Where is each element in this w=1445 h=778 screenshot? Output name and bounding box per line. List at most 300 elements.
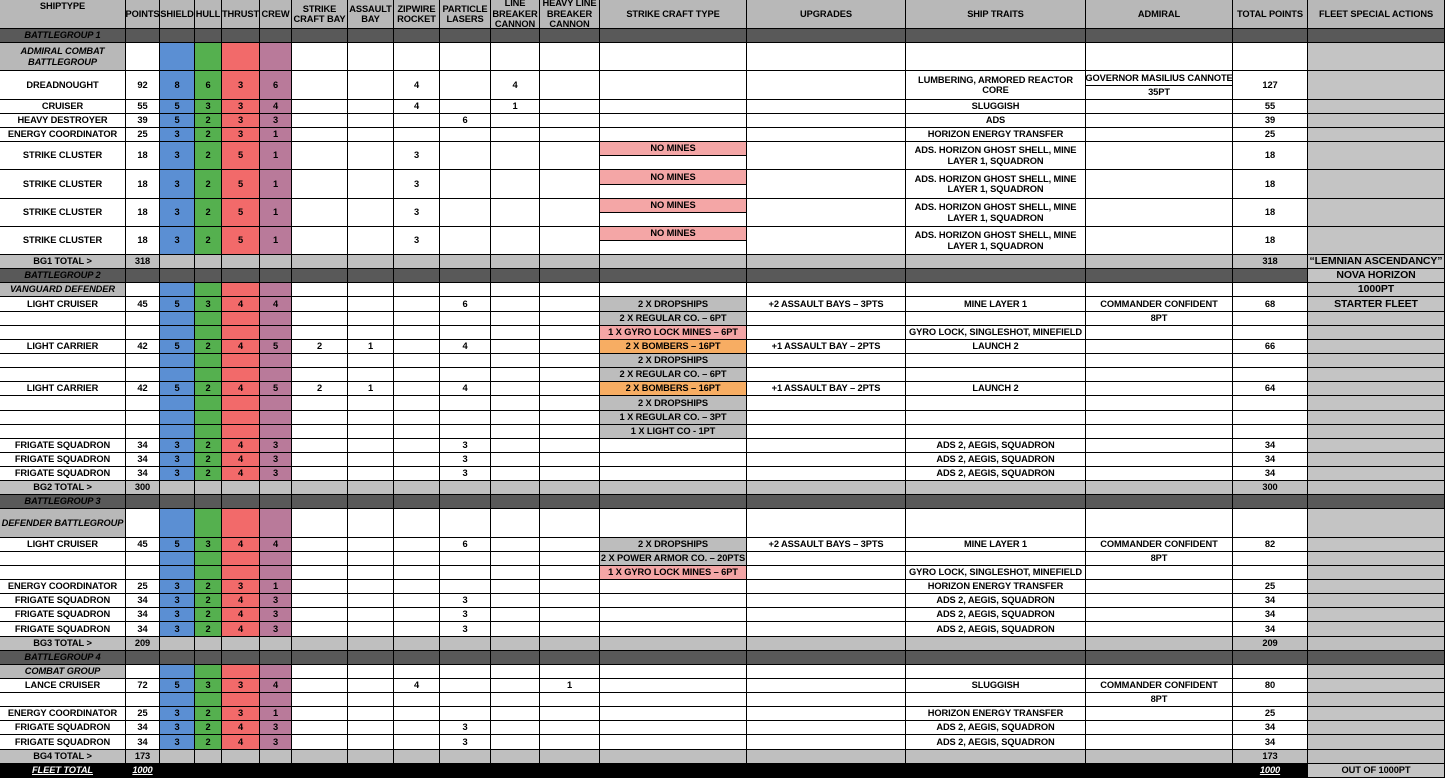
cell-special[interactable]: “LEMNIAN ASCENDANCY” bbox=[1308, 255, 1445, 269]
cell-upg[interactable]: +1 ASSAULT BAY – 2PTS bbox=[747, 340, 906, 354]
cell-hlbc[interactable]: 1 bbox=[540, 679, 600, 693]
cell-admiral[interactable] bbox=[1086, 651, 1233, 665]
cell-admiral[interactable] bbox=[1086, 128, 1233, 142]
cell-shield[interactable] bbox=[160, 637, 195, 651]
cell-ab[interactable] bbox=[348, 297, 394, 312]
cell-pl[interactable] bbox=[440, 552, 491, 566]
cell-ab[interactable] bbox=[348, 495, 394, 509]
cell-hull[interactable]: 3 bbox=[195, 538, 222, 552]
cell-shield[interactable]: 3 bbox=[160, 227, 195, 255]
cell-admiral[interactable] bbox=[1086, 326, 1233, 340]
cell-thrust[interactable] bbox=[222, 425, 260, 439]
cell-hlbc[interactable] bbox=[540, 552, 600, 566]
battlegroup-title[interactable]: BATTLEGROUP 2 bbox=[0, 269, 126, 283]
cell-points[interactable]: 34 bbox=[126, 608, 160, 622]
cell-pl[interactable] bbox=[440, 128, 491, 142]
ship-name[interactable]: HEAVY DESTROYER bbox=[0, 114, 126, 128]
cell-scb[interactable]: 2 bbox=[292, 382, 348, 396]
cell-thrust[interactable]: 4 bbox=[222, 735, 260, 750]
cell-scb[interactable] bbox=[292, 679, 348, 693]
cell-total[interactable] bbox=[1233, 283, 1308, 297]
cell-scb[interactable] bbox=[292, 622, 348, 637]
cell-upg[interactable] bbox=[747, 368, 906, 382]
cell-hlbc[interactable] bbox=[540, 29, 600, 43]
cell-hull[interactable] bbox=[195, 269, 222, 283]
cell-admiral[interactable] bbox=[1086, 199, 1233, 227]
cell-special[interactable] bbox=[1308, 326, 1445, 340]
cell-crew[interactable]: 1 bbox=[260, 128, 292, 142]
cell-ab[interactable] bbox=[348, 693, 394, 707]
cell-points[interactable]: 34 bbox=[126, 467, 160, 481]
cell-hull[interactable] bbox=[195, 509, 222, 538]
cell-special[interactable] bbox=[1308, 411, 1445, 425]
cell-upg[interactable] bbox=[747, 269, 906, 283]
empty-cell[interactable] bbox=[600, 156, 747, 170]
ship-name[interactable]: ENERGY COORDINATOR bbox=[0, 128, 126, 142]
cell-shield[interactable]: 3 bbox=[160, 594, 195, 608]
cell-thrust[interactable]: 5 bbox=[222, 227, 260, 255]
cell-hull[interactable] bbox=[195, 396, 222, 411]
cell-upg[interactable]: +2 ASSAULT BAYS – 3PTS bbox=[747, 538, 906, 552]
cell-ab[interactable] bbox=[348, 750, 394, 764]
cell-scb[interactable] bbox=[292, 439, 348, 453]
cell-ab[interactable] bbox=[348, 114, 394, 128]
cell-upg[interactable] bbox=[747, 467, 906, 481]
strike-craft-entry[interactable]: 2 X BOMBERS – 16PT bbox=[600, 340, 747, 354]
cell-scb[interactable] bbox=[292, 411, 348, 425]
cell-total[interactable]: 34 bbox=[1233, 608, 1308, 622]
cell-hlbc[interactable] bbox=[540, 269, 600, 283]
cell-ab[interactable] bbox=[348, 566, 394, 580]
cell-hlbc[interactable] bbox=[540, 255, 600, 269]
cell-lbc[interactable] bbox=[491, 495, 540, 509]
cell-total[interactable] bbox=[1233, 693, 1308, 707]
ship-name[interactable]: FRIGATE SQUADRON bbox=[0, 721, 126, 735]
cell-shield[interactable] bbox=[160, 255, 195, 269]
cell-upg[interactable] bbox=[747, 170, 906, 199]
cell-ab[interactable] bbox=[348, 552, 394, 566]
cell-pl[interactable] bbox=[440, 29, 491, 43]
cell-hlbc[interactable] bbox=[540, 637, 600, 651]
cell-upg[interactable] bbox=[747, 707, 906, 721]
cell-traits[interactable]: LUMBERING, ARMORED REACTOR CORE bbox=[906, 71, 1086, 100]
header-thrust[interactable]: THRUST bbox=[222, 0, 260, 29]
cell-ab[interactable] bbox=[348, 665, 394, 679]
cell-hull[interactable]: 2 bbox=[195, 580, 222, 594]
cell-upg[interactable] bbox=[747, 71, 906, 100]
cell-sct[interactable] bbox=[600, 29, 747, 43]
cell-traits[interactable] bbox=[906, 368, 1086, 382]
ship-name[interactable] bbox=[0, 411, 126, 425]
cell-total[interactable]: 64 bbox=[1233, 382, 1308, 396]
cell-special[interactable] bbox=[1308, 312, 1445, 326]
cell-points[interactable]: 34 bbox=[126, 622, 160, 637]
cell-traits[interactable]: ADS 2, AEGIS, SQUADRON bbox=[906, 735, 1086, 750]
cell-thrust[interactable] bbox=[222, 693, 260, 707]
cell-thrust[interactable]: 4 bbox=[222, 721, 260, 735]
cell-admiral[interactable] bbox=[1086, 566, 1233, 580]
cell-crew[interactable] bbox=[260, 29, 292, 43]
cell-zip[interactable]: 3 bbox=[394, 142, 440, 170]
cell-admiral[interactable] bbox=[1086, 509, 1233, 538]
cell-hull[interactable] bbox=[195, 368, 222, 382]
header-ship-traits[interactable]: SHIP TRAITS bbox=[906, 0, 1086, 29]
cell-total[interactable]: 82 bbox=[1233, 538, 1308, 552]
cell-scb[interactable] bbox=[292, 255, 348, 269]
cell-hlbc[interactable] bbox=[540, 721, 600, 735]
cell-hlbc[interactable] bbox=[540, 340, 600, 354]
cell-upg[interactable] bbox=[747, 227, 906, 255]
cell-lbc[interactable] bbox=[491, 142, 540, 170]
cell-scb[interactable] bbox=[292, 100, 348, 114]
cell-admiral[interactable] bbox=[1086, 340, 1233, 354]
cell-points[interactable]: 34 bbox=[126, 594, 160, 608]
cell-upg[interactable] bbox=[747, 552, 906, 566]
cell-ab[interactable] bbox=[348, 764, 394, 778]
cell-admiral[interactable] bbox=[1086, 721, 1233, 735]
cell-total[interactable]: 18 bbox=[1233, 142, 1308, 170]
strike-craft-entry[interactable]: 2 X REGULAR CO. – 6PT bbox=[600, 368, 747, 382]
strike-craft-entry[interactable]: 2 X DROPSHIPS bbox=[600, 297, 747, 312]
cell-special[interactable] bbox=[1308, 707, 1445, 721]
cell-zip[interactable] bbox=[394, 255, 440, 269]
cell-crew[interactable]: 3 bbox=[260, 439, 292, 453]
battlegroup-total-label[interactable]: BG4 TOTAL > bbox=[0, 750, 126, 764]
cell-lbc[interactable] bbox=[491, 396, 540, 411]
cell-points[interactable] bbox=[126, 693, 160, 707]
cell-admiral[interactable] bbox=[1086, 100, 1233, 114]
cell-ab[interactable] bbox=[348, 269, 394, 283]
cell-scb[interactable] bbox=[292, 297, 348, 312]
cell-lbc[interactable] bbox=[491, 538, 540, 552]
ship-name[interactable]: FRIGATE SQUADRON bbox=[0, 594, 126, 608]
cell-pl[interactable]: 3 bbox=[440, 608, 491, 622]
cell-ab[interactable] bbox=[348, 128, 394, 142]
ship-name[interactable]: LIGHT CARRIER bbox=[0, 340, 126, 354]
cell-pl[interactable]: 6 bbox=[440, 297, 491, 312]
cell-special[interactable] bbox=[1308, 29, 1445, 43]
cell-lbc[interactable] bbox=[491, 368, 540, 382]
cell-total[interactable]: 66 bbox=[1233, 340, 1308, 354]
cell-traits[interactable]: GYRO LOCK, SINGLESHOT, MINEFIELD bbox=[906, 566, 1086, 580]
cell-hlbc[interactable] bbox=[540, 199, 600, 227]
cell-lbc[interactable] bbox=[491, 227, 540, 255]
cell-lbc[interactable] bbox=[491, 693, 540, 707]
cell-special[interactable] bbox=[1308, 637, 1445, 651]
cell-zip[interactable] bbox=[394, 368, 440, 382]
cell-total[interactable]: 127 bbox=[1233, 71, 1308, 100]
cell-hlbc[interactable] bbox=[540, 43, 600, 71]
cell-upg[interactable] bbox=[747, 622, 906, 637]
cell-admiral[interactable] bbox=[1086, 764, 1233, 778]
cell-admiral[interactable] bbox=[1086, 735, 1233, 750]
cell-crew[interactable] bbox=[260, 368, 292, 382]
cell-pl[interactable] bbox=[440, 368, 491, 382]
cell-total[interactable]: 34 bbox=[1233, 439, 1308, 453]
cell-lbc[interactable] bbox=[491, 199, 540, 227]
cell-total[interactable]: 25 bbox=[1233, 128, 1308, 142]
header-line-breaker-cannon[interactable]: LINE BREAKER CANNON bbox=[491, 0, 540, 29]
cell-admiral[interactable] bbox=[1086, 637, 1233, 651]
cell-pl[interactable]: 3 bbox=[440, 467, 491, 481]
cell-shield[interactable] bbox=[160, 481, 195, 495]
cell-hull[interactable]: 2 bbox=[195, 721, 222, 735]
cell-pl[interactable] bbox=[440, 750, 491, 764]
cell-total[interactable]: 39 bbox=[1233, 114, 1308, 128]
cell-pl[interactable] bbox=[440, 425, 491, 439]
ship-name[interactable]: ENERGY COORDINATOR bbox=[0, 707, 126, 721]
cell-shield[interactable] bbox=[160, 651, 195, 665]
cell-lbc[interactable] bbox=[491, 608, 540, 622]
cell-special[interactable] bbox=[1308, 538, 1445, 552]
cell-points[interactable] bbox=[126, 509, 160, 538]
empty-cell[interactable] bbox=[600, 185, 747, 199]
cell-zip[interactable] bbox=[394, 651, 440, 665]
cell-special[interactable] bbox=[1308, 594, 1445, 608]
cell-crew[interactable]: 3 bbox=[260, 622, 292, 637]
cell-sct[interactable] bbox=[600, 283, 747, 297]
cell-pl[interactable]: 3 bbox=[440, 622, 491, 637]
cell-lbc[interactable] bbox=[491, 764, 540, 778]
cell-scb[interactable] bbox=[292, 43, 348, 71]
cell-upg[interactable] bbox=[747, 651, 906, 665]
cell-ab[interactable] bbox=[348, 354, 394, 368]
cell-zip[interactable] bbox=[394, 495, 440, 509]
cell-points[interactable]: 72 bbox=[126, 679, 160, 693]
cell-zip[interactable] bbox=[394, 425, 440, 439]
cell-traits[interactable]: ADS. HORIZON GHOST SHELL, MINE LAYER 1, SQUADRON bbox=[906, 170, 1086, 199]
cell-hlbc[interactable] bbox=[540, 608, 600, 622]
cell-admiral[interactable] bbox=[1086, 382, 1233, 396]
cell-ab[interactable]: 1 bbox=[348, 340, 394, 354]
cell-shield[interactable] bbox=[160, 43, 195, 71]
cell-ab[interactable] bbox=[348, 481, 394, 495]
cell-zip[interactable] bbox=[394, 411, 440, 425]
cell-scb[interactable] bbox=[292, 425, 348, 439]
cell-crew[interactable] bbox=[260, 411, 292, 425]
cell-shield[interactable]: 3 bbox=[160, 707, 195, 721]
header-shield[interactable]: SHIELD bbox=[160, 0, 195, 29]
cell-ab[interactable]: 1 bbox=[348, 382, 394, 396]
cell-scb[interactable] bbox=[292, 453, 348, 467]
cell-hlbc[interactable] bbox=[540, 382, 600, 396]
cell-admiral[interactable] bbox=[1086, 411, 1233, 425]
cell-points[interactable]: 18 bbox=[126, 199, 160, 227]
cell-pl[interactable] bbox=[440, 170, 491, 199]
cell-ab[interactable] bbox=[348, 538, 394, 552]
cell-hull[interactable] bbox=[195, 750, 222, 764]
cell-upg[interactable]: +1 ASSAULT BAY – 2PTS bbox=[747, 382, 906, 396]
cell-hull[interactable] bbox=[195, 552, 222, 566]
cell-shield[interactable]: 3 bbox=[160, 170, 195, 199]
cell-upg[interactable] bbox=[747, 326, 906, 340]
cell-sct[interactable] bbox=[600, 735, 747, 750]
cell-ab[interactable] bbox=[348, 142, 394, 170]
cell-ab[interactable] bbox=[348, 651, 394, 665]
cell-total[interactable] bbox=[1233, 269, 1308, 283]
ship-name[interactable]: FRIGATE SQUADRON bbox=[0, 453, 126, 467]
cell-upg[interactable] bbox=[747, 580, 906, 594]
cell-sct[interactable] bbox=[600, 721, 747, 735]
cell-total[interactable]: 25 bbox=[1233, 707, 1308, 721]
cell-thrust[interactable] bbox=[222, 566, 260, 580]
cell-shield[interactable]: 5 bbox=[160, 297, 195, 312]
cell-sct[interactable] bbox=[600, 693, 747, 707]
cell-zip[interactable] bbox=[394, 283, 440, 297]
cell-upg[interactable] bbox=[747, 566, 906, 580]
cell-crew[interactable]: 1 bbox=[260, 170, 292, 199]
cell-ab[interactable] bbox=[348, 411, 394, 425]
cell-total[interactable] bbox=[1233, 43, 1308, 71]
ship-name[interactable] bbox=[0, 425, 126, 439]
cell-crew[interactable] bbox=[260, 651, 292, 665]
cell-scb[interactable] bbox=[292, 509, 348, 538]
cell-sct[interactable] bbox=[600, 764, 747, 778]
cell-ab[interactable] bbox=[348, 721, 394, 735]
battlegroup-total-label[interactable]: BG1 TOTAL > bbox=[0, 255, 126, 269]
cell-lbc[interactable] bbox=[491, 481, 540, 495]
cell-admiral[interactable]: 8PT bbox=[1086, 552, 1233, 566]
cell-admiral[interactable] bbox=[1086, 622, 1233, 637]
cell-traits[interactable]: ADS 2, AEGIS, SQUADRON bbox=[906, 439, 1086, 453]
cell-thrust[interactable] bbox=[222, 509, 260, 538]
cell-crew[interactable]: 1 bbox=[260, 142, 292, 170]
cell-special[interactable] bbox=[1308, 622, 1445, 637]
cell-zip[interactable] bbox=[394, 750, 440, 764]
cell-special[interactable] bbox=[1308, 425, 1445, 439]
cell-thrust[interactable]: 4 bbox=[222, 297, 260, 312]
cell-traits[interactable] bbox=[906, 651, 1086, 665]
cell-pl[interactable] bbox=[440, 142, 491, 170]
cell-upg[interactable] bbox=[747, 255, 906, 269]
cell-scb[interactable] bbox=[292, 693, 348, 707]
cell-hull[interactable]: 3 bbox=[195, 679, 222, 693]
cell-scb[interactable] bbox=[292, 29, 348, 43]
cell-shield[interactable]: 3 bbox=[160, 721, 195, 735]
cell-scb[interactable] bbox=[292, 721, 348, 735]
cell-hlbc[interactable] bbox=[540, 566, 600, 580]
cell-special[interactable] bbox=[1308, 368, 1445, 382]
cell-ab[interactable] bbox=[348, 467, 394, 481]
cell-upg[interactable] bbox=[747, 608, 906, 622]
cell-pl[interactable]: 6 bbox=[440, 114, 491, 128]
cell-pl[interactable]: 4 bbox=[440, 340, 491, 354]
cell-scb[interactable] bbox=[292, 114, 348, 128]
cell-pl[interactable]: 3 bbox=[440, 594, 491, 608]
cell-special[interactable] bbox=[1308, 43, 1445, 71]
cell-traits[interactable]: LAUNCH 2 bbox=[906, 340, 1086, 354]
cell-hull[interactable] bbox=[195, 326, 222, 340]
cell-sct[interactable] bbox=[600, 255, 747, 269]
cell-shield[interactable]: 3 bbox=[160, 580, 195, 594]
cell-ab[interactable] bbox=[348, 199, 394, 227]
cell-lbc[interactable] bbox=[491, 580, 540, 594]
cell-thrust[interactable]: 4 bbox=[222, 622, 260, 637]
ship-name[interactable]: DREADNOUGHT bbox=[0, 71, 126, 100]
ship-name[interactable]: STRIKE CLUSTER bbox=[0, 170, 126, 199]
cell-scb[interactable] bbox=[292, 764, 348, 778]
ship-name[interactable]: LANCE CRUISER bbox=[0, 679, 126, 693]
cell-zip[interactable] bbox=[394, 707, 440, 721]
cell-special[interactable]: NOVA HORIZON bbox=[1308, 269, 1445, 283]
cell-total[interactable]: 18 bbox=[1233, 170, 1308, 199]
cell-ab[interactable] bbox=[348, 312, 394, 326]
cell-pl[interactable] bbox=[440, 495, 491, 509]
cell-admiral[interactable] bbox=[1086, 396, 1233, 411]
cell-scb[interactable] bbox=[292, 142, 348, 170]
cell-thrust[interactable] bbox=[222, 43, 260, 71]
cell-thrust[interactable]: 5 bbox=[222, 199, 260, 227]
cell-total[interactable]: 173 bbox=[1233, 750, 1308, 764]
cell-upg[interactable] bbox=[747, 354, 906, 368]
cell-zip[interactable] bbox=[394, 608, 440, 622]
cell-thrust[interactable] bbox=[222, 269, 260, 283]
battlegroup-subtitle[interactable]: ADMIRAL COMBAT BATTLEGROUP bbox=[0, 43, 126, 71]
cell-admiral[interactable] bbox=[1086, 368, 1233, 382]
cell-shield[interactable] bbox=[160, 425, 195, 439]
cell-special[interactable] bbox=[1308, 439, 1445, 453]
cell-admiral[interactable] bbox=[1086, 580, 1233, 594]
cell-traits[interactable] bbox=[906, 481, 1086, 495]
cell-sct[interactable] bbox=[600, 269, 747, 283]
cell-zip[interactable] bbox=[394, 114, 440, 128]
cell-special[interactable] bbox=[1308, 721, 1445, 735]
cell-admiral[interactable] bbox=[1086, 750, 1233, 764]
cell-zip[interactable] bbox=[394, 665, 440, 679]
cell-total[interactable] bbox=[1233, 29, 1308, 43]
cell-hull[interactable] bbox=[195, 651, 222, 665]
cell-total[interactable]: 18 bbox=[1233, 199, 1308, 227]
cell-points[interactable]: 173 bbox=[126, 750, 160, 764]
cell-thrust[interactable] bbox=[222, 283, 260, 297]
cell-scb[interactable] bbox=[292, 735, 348, 750]
cell-special[interactable] bbox=[1308, 509, 1445, 538]
cell-scb[interactable] bbox=[292, 128, 348, 142]
cell-hlbc[interactable] bbox=[540, 283, 600, 297]
battlegroup-total-label[interactable]: BG3 TOTAL > bbox=[0, 637, 126, 651]
cell-thrust[interactable]: 4 bbox=[222, 467, 260, 481]
cell-upg[interactable] bbox=[747, 481, 906, 495]
cell-total[interactable] bbox=[1233, 552, 1308, 566]
cell-shield[interactable]: 3 bbox=[160, 622, 195, 637]
cell-hull[interactable] bbox=[195, 283, 222, 297]
cell-thrust[interactable] bbox=[222, 481, 260, 495]
cell-upg[interactable]: +2 ASSAULT BAYS – 3PTS bbox=[747, 297, 906, 312]
cell-special[interactable] bbox=[1308, 142, 1445, 170]
fleet-limit[interactable]: OUT OF 1000PT bbox=[1308, 764, 1445, 778]
cell-thrust[interactable]: 3 bbox=[222, 707, 260, 721]
cell-zip[interactable] bbox=[394, 467, 440, 481]
cell-lbc[interactable] bbox=[491, 312, 540, 326]
cell-admiral[interactable] bbox=[1086, 495, 1233, 509]
cell-zip[interactable] bbox=[394, 566, 440, 580]
cell-traits[interactable]: ADS. HORIZON GHOST SHELL, MINE LAYER 1, SQUADRON bbox=[906, 142, 1086, 170]
cell-upg[interactable] bbox=[747, 425, 906, 439]
cell-upg[interactable] bbox=[747, 750, 906, 764]
header-total-points[interactable]: TOTAL POINTS bbox=[1233, 0, 1308, 29]
cell-hull[interactable]: 2 bbox=[195, 382, 222, 396]
cell-hlbc[interactable] bbox=[540, 368, 600, 382]
battlegroup-total-label[interactable]: BG2 TOTAL > bbox=[0, 481, 126, 495]
cell-zip[interactable]: 4 bbox=[394, 100, 440, 114]
cell-hull[interactable] bbox=[195, 693, 222, 707]
battlegroup-subtitle[interactable]: VANGUARD DEFENDER bbox=[0, 283, 126, 297]
cell-crew[interactable] bbox=[260, 481, 292, 495]
cell-sct[interactable] bbox=[600, 707, 747, 721]
cell-zip[interactable] bbox=[394, 552, 440, 566]
cell-shield[interactable] bbox=[160, 312, 195, 326]
cell-ab[interactable] bbox=[348, 622, 394, 637]
